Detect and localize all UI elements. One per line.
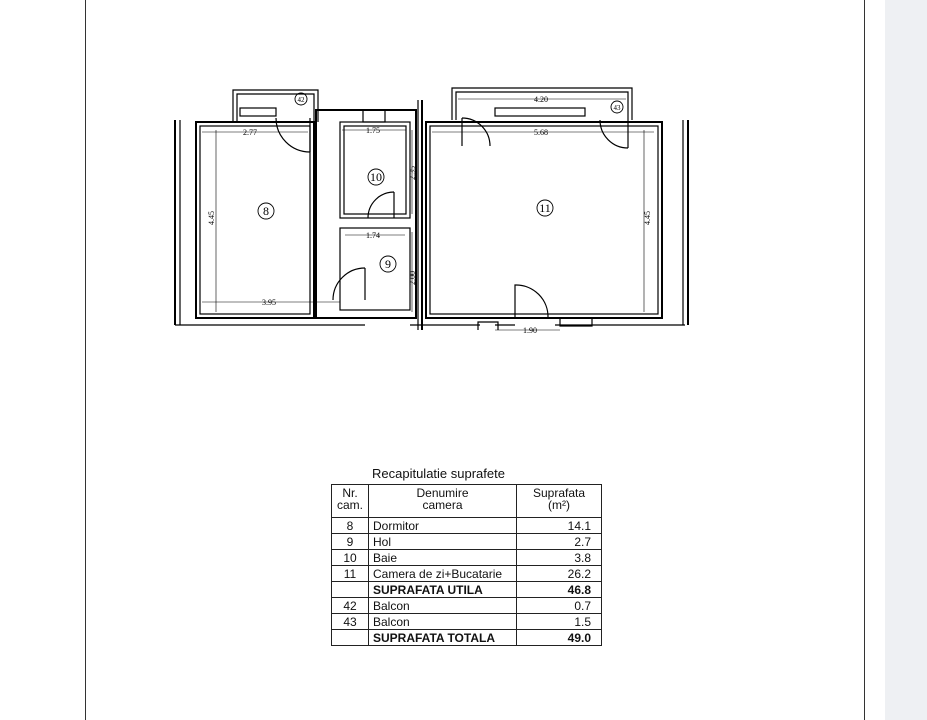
subtotal-row <box>332 582 602 598</box>
room-label-11: 11 <box>539 201 551 215</box>
dim-bath-side: 2.35 <box>408 166 417 180</box>
dim-door-bottom: 1.90 <box>523 326 537 335</box>
row-area: 0.7 <box>517 598 602 614</box>
dim-room11-side: 4.45 <box>643 211 652 225</box>
row-name: Balcon <box>369 598 517 614</box>
table-row <box>332 566 602 582</box>
room-label-8: 8 <box>263 204 269 218</box>
row-area: 14.1 <box>517 518 602 534</box>
area-summary-table <box>331 484 602 646</box>
row-name: Baie <box>369 550 517 566</box>
row-name: Dormitor <box>369 518 517 534</box>
row-name: Balcon <box>369 614 517 630</box>
dim-hall-side: 2.00 <box>408 271 417 285</box>
table-row <box>332 534 602 550</box>
dim-balcony43: 4.20 <box>534 95 548 104</box>
table-row <box>332 598 602 614</box>
recap-title: Recapitulatie suprafete <box>372 466 505 481</box>
row-nr: 42 <box>332 598 369 614</box>
row-area: 3.8 <box>517 550 602 566</box>
header-nr: Nr. cam. <box>332 485 369 518</box>
dim-room8-side: 4.45 <box>207 211 216 225</box>
room-label-10: 10 <box>370 170 382 184</box>
subtotal-area: 46.8 <box>517 582 602 598</box>
row-name: Hol <box>369 534 517 550</box>
table-row <box>332 614 602 630</box>
table-row <box>332 518 602 534</box>
total-nr <box>332 630 369 646</box>
subtotal-nr <box>332 582 369 598</box>
header-area: Suprafata (m²) <box>517 485 602 518</box>
total-row <box>332 630 602 646</box>
total-area: 49.0 <box>517 630 602 646</box>
table-header-row <box>332 485 602 518</box>
table-row <box>332 550 602 566</box>
row-nr: 8 <box>332 518 369 534</box>
header-name: Denumire camera <box>369 485 517 518</box>
total-label: SUPRAFATA TOTALA <box>369 630 517 646</box>
balcony-label-42: 42 <box>297 96 305 104</box>
room-label-9: 9 <box>385 257 391 271</box>
row-nr: 11 <box>332 566 369 582</box>
row-nr: 10 <box>332 550 369 566</box>
row-nr: 43 <box>332 614 369 630</box>
dim-room8-bottom: 3.95 <box>262 298 276 307</box>
dim-room8-top: 2.77 <box>243 128 257 137</box>
row-name: Camera de zi+Bucatarie <box>369 566 517 582</box>
row-area: 1.5 <box>517 614 602 630</box>
row-nr: 9 <box>332 534 369 550</box>
dim-room11-top: 5.68 <box>534 128 548 137</box>
row-area: 2.7 <box>517 534 602 550</box>
dim-hall-top: 1.74 <box>366 231 380 240</box>
balcony-label-43: 43 <box>613 104 621 112</box>
dim-bath-top: 1.75 <box>366 126 380 135</box>
row-area: 26.2 <box>517 566 602 582</box>
subtotal-label: SUPRAFATA UTILA <box>369 582 517 598</box>
